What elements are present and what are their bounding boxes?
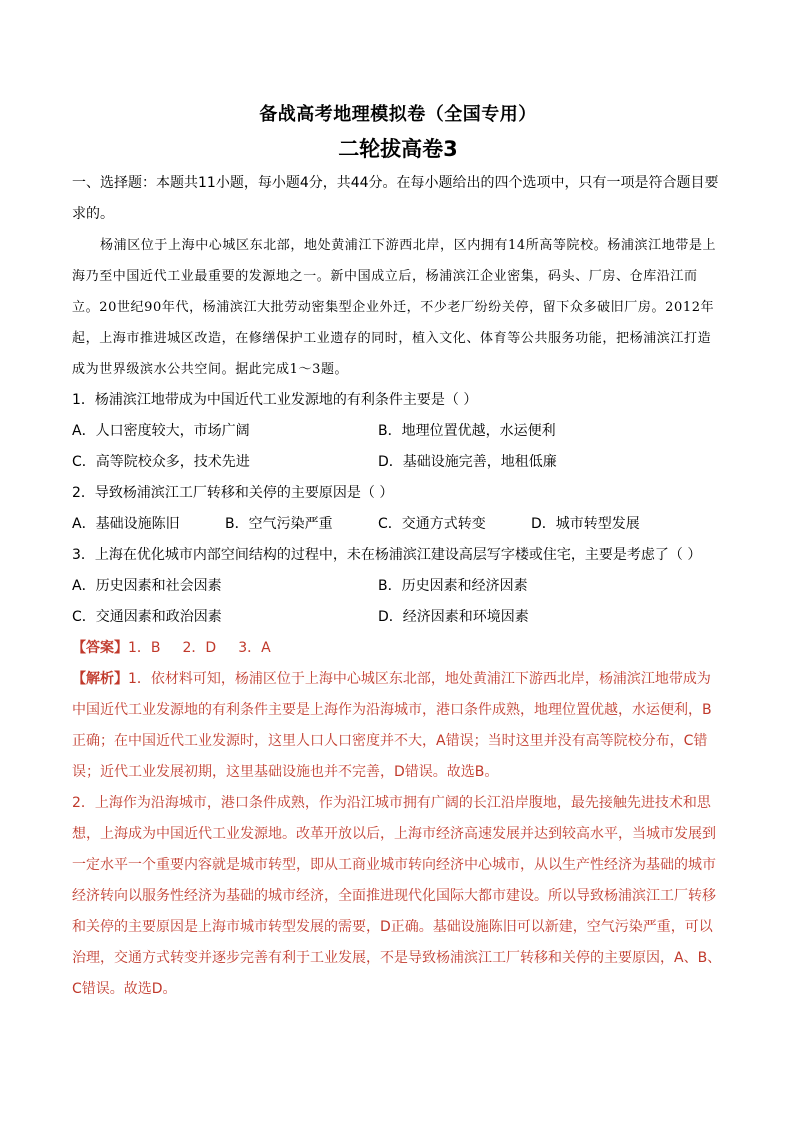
- question-stem: 1．杨浦滨江地带成为中国近代工业发源地的有利条件主要是（ ）: [72, 392, 478, 408]
- analysis-tag: 【解析】: [72, 671, 128, 687]
- option-d: D．城市转型发展: [531, 516, 640, 532]
- analysis-paragraph-1: [72, 664, 724, 788]
- option-b: B．历史因素和经济因素: [378, 578, 528, 594]
- option-a: A．人口密度较大，市场广阔: [72, 423, 250, 439]
- option-b: B．地理位置优越，水运便利: [378, 423, 556, 439]
- option-c: C．交通因素和政治因素: [72, 609, 222, 625]
- exam-title: 备战高考地理模拟卷（全国专用）: [259, 104, 537, 125]
- answer-item: 2．D: [182, 640, 217, 656]
- option-a: A．历史因素和社会因素: [72, 578, 222, 594]
- question-stem: 3．上海在优化城市内部空间结构的过程中，未在杨浦滨江建设高层写字楼或住宅，主要是考虑了（ ）: [72, 547, 702, 563]
- option-c: C．交通方式转变: [378, 516, 486, 532]
- question-options: [72, 571, 724, 633]
- document-content: [72, 100, 724, 1005]
- question-1: [72, 385, 724, 478]
- reading-material: 杨浦区位于上海中心城区东北部，地处黄浦江下游西北岸，区内拥有14所高等院校。杨浦滨江地带是上海乃至中国近代工业最重要的发源地之一。新中国成立后，杨浦滨江企业密集，码头、厂房、仓库沿江而立。20世纪90年代，杨浦滨江大批劳动密集型企业外迁，不少老厂纷纷关停，留下众多破旧厂房。2012年起，上海市推进城区改造，在修缮保护工业遗存的同时，植入文化、体育等公共服务功能，把杨浦滨江打造成为世界级滨水公共空间。据此完成1～3题。: [72, 238, 717, 377]
- exam-subtitle: 二轮拔高卷3: [338, 137, 458, 161]
- analysis-text-1: 1．依材料可知，杨浦区位于上海中心城区东北部，地处黄浦江下游西北岸，杨浦滨江地带成为中国近代工业发源地的有利条件主要是上海作为沿海城市，港口条件成熟，地理位置优越，水运便利，B正确；在中国近代工业发源时，这里人口人口密度并不大，A错误；当时这里并没有高等院校分布，C错误；近代工业发展初期，这里基础设施也并不完善，D错误。故选B。: [72, 671, 712, 780]
- option-b: B．空气污染严重: [225, 516, 333, 532]
- option-d: D．经济因素和环境因素: [378, 609, 529, 625]
- question-stem: 2．导致杨浦滨江工厂转移和关停的主要原因是（ ）: [72, 485, 394, 501]
- option-d: D．基础设施完善，地租低廉: [378, 454, 557, 470]
- question-options: [72, 416, 724, 478]
- option-a: A．基础设施陈旧: [72, 516, 180, 532]
- answer-item: 1．B: [128, 640, 161, 656]
- answer-tag: 【答案】: [72, 640, 128, 656]
- question-3: [72, 540, 724, 633]
- section-instructions: 一、选择题：本题共11小题，每小题4分，共44分。在每小题给出的四个选项中，只有一项是符合题目要求的。: [72, 175, 719, 222]
- question-options: [72, 509, 724, 540]
- answer-item: 3．A: [238, 640, 271, 656]
- question-2: [72, 478, 724, 540]
- option-c: C．高等院校众多，技术先进: [72, 454, 250, 470]
- answer-line: [72, 633, 724, 664]
- analysis-paragraph-2: 2．上海作为沿海城市，港口条件成熟，作为沿江城市拥有广阔的长江沿岸腹地，最先接触先进技术和思想，上海成为中国近代工业发源地。改革开放以后，上海市经济高速发展并达到较高水平，当城市发展到一定水平一个重要内容就是城市转型，即从工商业城市转向经济中心城市，从以生产性经济为基础的城市经济转向以服务性经济为基础的城市经济，全面推进现代化国际大都市建设。所以导致杨浦滨江工厂转移和关停的主要原因是上海市城市转型发展的需要，D正确。基础设施陈旧可以新建，空气污染严重，可以治理，交通方式转变并逐步完善有利于工业发展，不是导致杨浦滨江工厂转移和关停的主要原因，A、B、C错误。故选D。: [72, 795, 722, 997]
